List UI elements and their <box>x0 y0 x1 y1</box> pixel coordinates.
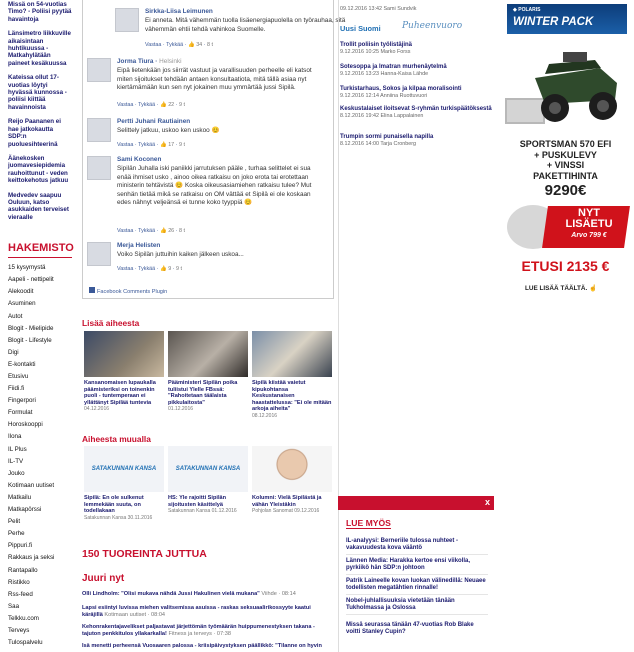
hakemisto-item[interactable]: IL-TV <box>8 457 24 465</box>
hakemisto-item[interactable]: Blogit - Mielipide <box>8 324 54 332</box>
hakemisto-item[interactable]: Fiidi.fi <box>8 385 25 393</box>
hakemisto-item[interactable]: Tulospalvelu <box>8 639 43 647</box>
hakemisto-item[interactable]: 15 kysymystä <box>8 264 46 272</box>
comment-time[interactable]: 9 t <box>178 102 185 108</box>
comment-text: Sipilän Juhalla iski paniikki jarrutuksen pääle , turhaa selittelet ei sua enää ihmiset usko , ainoo oikea ratkaisu on joko erota tai erotettaan ministerin tehtävistä 😊 Koska oikeusasiamiehen ratkaisu tulee? Mut senhän tietää mikä se ratkaisu on OM vättää et Sipilä ei ole koskaan edes nähnyt veljeänsä ei tunne koko tyyppiä 😊 <box>117 165 312 206</box>
hakemisto-title: HAKEMISTO <box>8 240 72 258</box>
article-title[interactable]: Sipilä: En ole sulkenut lemmekään suuta, on todellakaan <box>84 495 144 515</box>
hakemisto-item[interactable]: Matkapörssi <box>8 506 42 514</box>
puheenvuoro-logo[interactable]: Puheenvuoro <box>402 21 463 31</box>
hakemisto-item[interactable]: Terveys <box>8 626 30 634</box>
like-link[interactable]: Tykkää <box>138 102 156 108</box>
lue-myos-item[interactable]: Nobel-juhlallisuuksia vietetään tänään Tukholmassa ja Oslossa <box>346 598 455 612</box>
ad-header-banner[interactable] <box>507 4 627 34</box>
hakemisto-item[interactable]: Fingerpori <box>8 397 36 405</box>
facebook-plugin-link[interactable]: Facebook Comments Plugin <box>89 287 167 295</box>
article-image[interactable] <box>252 331 332 377</box>
news-list-item[interactable]: Kehonrakentajavelikset paljastavat järjettömän työmäärän huippumenestyksen takana - tajuton penkkitulos yllakarkalla! Fitness ja terveys · 07:38 <box>82 624 315 637</box>
like-count: 9 <box>168 266 172 272</box>
hakemisto-item[interactable]: Ristikko <box>8 578 30 586</box>
like-count: 26 <box>168 228 175 234</box>
hakemisto-item[interactable]: Alekoodit <box>8 288 34 296</box>
publisher-logo: SATAKUNNAN KANSA <box>175 466 241 472</box>
comment-actions: Vastaa · Tykkää · 👍 17 · 9 t <box>117 142 185 148</box>
hakemisto-item[interactable]: Autot <box>8 312 23 320</box>
hakemisto-item[interactable]: Kotimaan uutiset <box>8 481 55 489</box>
divider <box>346 574 488 575</box>
hand-cursor-icon: ☝ <box>589 285 598 292</box>
ad-badge-text: NYT LISÄETU Arvo 799 € <box>565 207 613 239</box>
comment-text: Ei anneta. Mitä vähemmän tuolla lisäenergiapuolella on työrauhaa, sitä vähemmän ehtii tehdä vahinkoa Suomelle. <box>145 17 346 33</box>
comment-author[interactable]: Pertti Juhani Rautiainen <box>117 118 191 125</box>
publisher-logo: SATAKUNNAN KANSA <box>91 466 157 472</box>
close-icon[interactable]: x <box>484 497 490 507</box>
hakemisto-item[interactable]: Rss-feed <box>8 590 33 598</box>
news-list-item[interactable]: Lapsi esiintyi luvissa miehen valitsemissa asuissa - raskas seksuaalirikossyyte kaatui käräjillä Kotimaan uutiset · 08:04 <box>82 605 311 618</box>
uusi-suomi-logo[interactable]: Uusi Suomi <box>340 24 381 33</box>
reply-link[interactable]: Vastaa <box>117 266 134 272</box>
article-image[interactable] <box>252 446 332 492</box>
lue-myos-item[interactable]: Lännen Media: Harakka kertoe ensi viikolla, pyrkiikö hän SDP:n johtoon <box>346 558 471 572</box>
hakemisto-item[interactable]: Formulat <box>8 409 33 417</box>
hakemisto-item[interactable]: Telkku.com <box>8 614 39 622</box>
divider <box>346 614 488 615</box>
article-image[interactable] <box>168 446 248 492</box>
hakemisto-list <box>0 262 72 649</box>
comment-actions: Vastaa · Tykkää · 👍 26 · 8 t <box>117 228 185 234</box>
related-card[interactable] <box>252 331 332 419</box>
like-count: 34 <box>196 42 203 48</box>
hakemisto-item[interactable]: Aapeli - nettipelit <box>8 276 54 284</box>
left-news-item[interactable]: Äänekosken juomavesiepidemia rauhoittunut - veden keittokehotus jatkuu <box>8 154 69 185</box>
avatar[interactable] <box>115 8 139 32</box>
hakemisto-item[interactable]: Perhe <box>8 530 25 538</box>
hakemisto-item[interactable]: Blogit - Lifestyle <box>8 336 52 344</box>
reply-link[interactable]: Vastaa <box>117 142 134 148</box>
comment-text: Eipä lietenkään jos siirrät vastuut ja varallisuuden perheelle eli katsot miten sijoitukset tehdään antaen konsultaatiota, mitä tällä asiaa nyt kiertämämään kun sen nyt jokainen muu ymmärtää jussi Sipilä. <box>117 67 312 91</box>
lue-myos-box <box>338 496 494 636</box>
blog-item[interactable]: Turkistarhaus, Sokos ja kilpaa moralisointi 9.12.2016 12:14 Anniina Ruottuvuori <box>340 86 462 99</box>
facebook-icon <box>89 287 95 293</box>
avatar[interactable] <box>87 156 111 180</box>
blog-item[interactable]: Trollit poliisin työlistäjinä 9.12.2016 10:25 Marko Forss <box>340 42 413 55</box>
hakemisto-item[interactable]: Etusivu <box>8 373 29 380</box>
blog-item[interactable]: Keskustalaiset iloitsevat S-ryhmän turkispäätöksestä 8.12.2016 19:42 Elina Lappalainen <box>340 106 492 119</box>
left-news-item[interactable]: Kateissa ollut 17-vuotias löytyi hyvässä kunnossa - poliisi kiittää havainnoista <box>8 74 67 111</box>
comment-actions: Vastaa · Tykkää · 👍 9 · 9 t <box>117 266 182 272</box>
left-news-item[interactable]: Missä on 54-vuotias Timo? - Poliisi pyytää havaintoja <box>8 1 72 23</box>
atv-image[interactable] <box>505 38 627 128</box>
ad-title: WINTER PACK <box>513 16 594 28</box>
hakemisto-item[interactable]: Saa <box>8 602 20 610</box>
brand-label: ◆ POLARIS <box>513 7 541 13</box>
article-image[interactable] <box>84 446 164 492</box>
juuri-nyt-title: Juuri nyt <box>82 573 125 584</box>
article-source: Pohjolan Sanomat 09.12.2016 <box>252 508 320 515</box>
related-card[interactable] <box>168 331 248 412</box>
ad-savings: ETUSI 2135 € <box>521 258 610 274</box>
external-card[interactable] <box>252 446 332 514</box>
like-icon: 👍 <box>159 142 167 148</box>
middle-column <box>338 0 494 160</box>
comment-time[interactable]: 9 t <box>178 142 185 148</box>
left-news-item[interactable]: Medvedev saapuu Ouluun, katso asukkaiden terveiset vieraalle <box>8 191 69 221</box>
hakemisto-item[interactable]: E-kontakti <box>8 360 36 368</box>
article-image[interactable] <box>84 331 164 377</box>
comment-time[interactable]: 8 t <box>206 42 213 48</box>
news-list-item[interactable]: Olli Lindholm: "Olisi mukava nähdä Jussi Hakulinen vielä mukana" Viihde · 08:14 <box>82 591 296 597</box>
hakemisto-item[interactable]: Asuminen <box>8 300 36 308</box>
lue-myos-header-bar <box>338 496 494 510</box>
lue-myos-item[interactable]: IL-analyysi: Berneriile tulossa nuhteet - vakavuudesta kova vääntö <box>346 538 459 552</box>
like-icon: 👍 <box>159 266 167 272</box>
article-title[interactable]: Kansanomaisen lupaukalla päämisteriksi on toinenkin puoli - tuntemperaan ei yllättänyt Sipilää tuntevia <box>84 380 156 406</box>
divider <box>346 594 488 595</box>
like-icon: 👍 <box>187 42 195 48</box>
left-news-item[interactable]: Länsimetro liikkuville aikaisintaan huhtikuussa - Matkahylätään paineet kesäkuussa <box>8 30 71 67</box>
avatar[interactable] <box>87 242 111 266</box>
like-link[interactable]: Tykkää <box>166 42 184 48</box>
lue-myos-item[interactable]: Missä seurassa tänään 47-vuotias Rob Blake voitti Stanley Cupin? <box>346 622 474 636</box>
article-source: Satakunnan Kansa 30.11.2016 <box>84 514 153 521</box>
blog-item[interactable]: Sotesoppa ja Imatran murhenäytelmä 9.12.2016 13:23 Hanna-Kaisa Lähde <box>340 64 447 77</box>
article-date: 04.12.2016 <box>84 406 110 413</box>
article-title[interactable]: Sipilä kiistää vaietut kipukohtansa Keskustanaisen haastattelussa: "Ei ole mitään arkoja aiheita" <box>252 380 332 413</box>
reply-link[interactable]: Vastaa <box>117 228 134 234</box>
article-image[interactable] <box>168 331 248 377</box>
comment-author[interactable]: Merja Helisten <box>117 242 161 249</box>
news-list-item[interactable]: Isä menetti perheensä Vuosaaren palossa - kriisipäivystyksen päällikkö: "Tilanne on hyvin <box>82 643 322 649</box>
lue-myos-item[interactable]: Patrik Laineelle kovan luokan välinedillä: Neuaee todellisten megatähtien rinnalle! <box>346 578 486 592</box>
hakemisto-item[interactable]: Rakkaus ja seksi <box>8 554 55 562</box>
like-count: 22 <box>168 102 175 108</box>
hakemisto-item[interactable]: Matkailu <box>8 493 32 501</box>
avatar[interactable] <box>87 118 111 142</box>
left-column <box>0 0 72 649</box>
comment-author[interactable]: Sami Koconen <box>117 156 162 163</box>
hakemisto-item[interactable]: Pippuri.fi <box>8 542 33 550</box>
divider <box>346 554 488 555</box>
article-source: Satakunnan Kansa 01.12.2016 <box>168 508 237 515</box>
comment-actions: Vastaa · Tykkää · 👍 22 · 9 t <box>117 102 185 108</box>
like-icon: 👍 <box>159 228 167 234</box>
like-link[interactable]: Tykkää <box>138 266 156 272</box>
comment-actions: Vastaa · Tykkää · 👍 34 · 8 t <box>145 42 213 48</box>
hakemisto-item[interactable]: Digi <box>8 348 19 356</box>
external-card[interactable] <box>168 446 248 514</box>
article-date: 08.12.2016 <box>252 412 278 419</box>
ad-read-more[interactable]: LUE LISÄÄ TÄÄLTÄ. ☝ <box>524 285 598 292</box>
left-news-item[interactable]: Reijo Paananen ei hae jatkokautta SDP:n puoluesihteerinä <box>8 118 61 148</box>
comment-text: Voiko Sipilän juttuihin kaiken jälkeen uskoa... <box>117 251 244 258</box>
like-link[interactable]: Tykkää <box>138 228 156 234</box>
comment-author[interactable]: Jorma Tiura · Helsinki <box>117 58 182 65</box>
blog-item[interactable]: Trumpin sormi punaisella napilla 8.12.2016 14:00 Tarja Cronberg <box>340 134 434 147</box>
comment-time[interactable]: 8 t <box>178 228 185 234</box>
article-date: 01.12.2016 <box>168 406 194 413</box>
reply-link[interactable]: Vastaa <box>117 102 134 108</box>
comment-time[interactable]: 9 t <box>175 266 182 272</box>
hakemisto-item[interactable]: Ilona <box>8 433 22 441</box>
article-title[interactable]: Pääministeri Sipilän poika tuliistui Ylelle FBssä: "Rahoitetaan täälaista pikkulaitosta" <box>168 380 238 406</box>
comment-text: Selittely jatkuu, uskoo ken uskoo 😊 <box>117 127 220 134</box>
external-card[interactable] <box>84 446 164 521</box>
avatar[interactable] <box>87 58 111 82</box>
hakemisto-item[interactable]: Jouko <box>8 469 25 477</box>
lisaa-aiheesta-title: Lisää aiheesta <box>82 318 140 328</box>
related-card[interactable] <box>84 331 164 412</box>
comment-author[interactable]: Sirkka-Liisa Leimunen <box>145 8 213 15</box>
hakemisto-item[interactable]: Horoskooppi <box>8 421 43 429</box>
lue-myos-title: LUE MYÖS <box>346 518 391 528</box>
hakemisto-item[interactable]: Rantapallo <box>8 566 38 574</box>
blog-item[interactable]: 09.12.2016 13:42 Sami Sundvik <box>340 6 417 12</box>
facebook-comments <box>82 0 346 299</box>
ad-model-text: SPORTSMAN 570 EFI + PUSKULEVY + VINSSI PAKETTIHINTA <box>519 139 612 181</box>
like-count: 17 <box>168 142 175 148</box>
like-icon: 👍 <box>159 102 167 108</box>
ad-price: 9290€ <box>544 182 587 199</box>
hakemisto-item[interactable]: Pelit <box>8 518 21 526</box>
tuoreinta-title[interactable]: 150 TUOREINTA JUTTUA <box>82 548 207 560</box>
like-link[interactable]: Tykkää <box>138 142 156 148</box>
article-title[interactable]: HS: Yle rajoitti Sipilän sijoitusten käsittelyä <box>168 495 227 508</box>
reply-link[interactable]: Vastaa <box>145 42 162 48</box>
article-title[interactable]: Kolumni: Vielä Sipilästä ja vähän Yleistäkin <box>252 495 322 508</box>
hakemisto-item[interactable]: IL Plus <box>8 445 27 453</box>
aiheesta-muualla-title: Aiheesta muualla <box>82 434 151 444</box>
comment-location: Helsinki <box>159 58 182 65</box>
polaris-advertisement[interactable] <box>497 0 634 300</box>
